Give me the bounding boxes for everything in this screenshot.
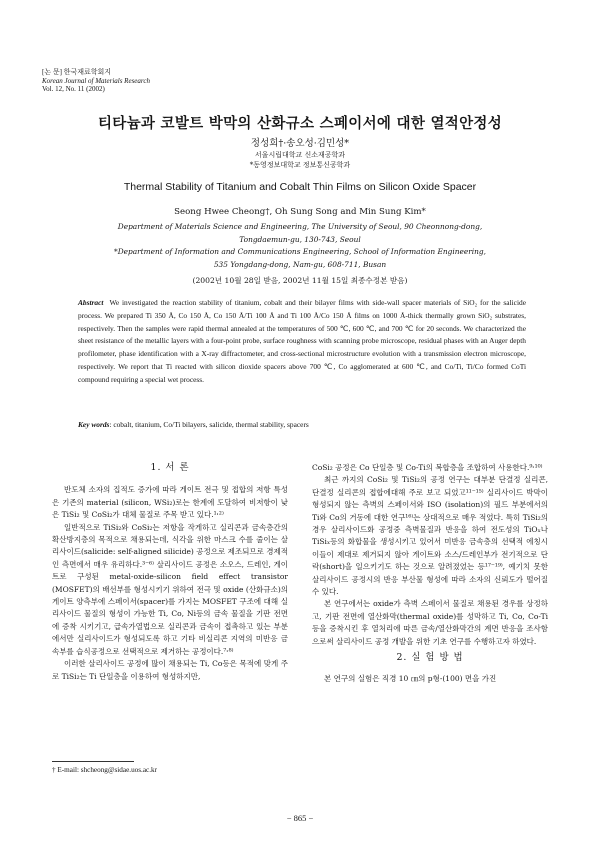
paragraph: 이러한 살리사이드 공정에 많이 채용되는 Ti, Co등은 목적에 맞게 주로 TiSi₂는 Ti 단일층을 이용하여 형성하지만, — [52, 659, 288, 681]
journal-header — [42, 68, 150, 94]
affiliation-en-1: Department of Materials Science and Engineering, The University of Seoul, 90 Cheonnong-dong, — [117, 222, 483, 231]
paragraph: 본 연구의 실험은 직경 10 ㎝의 p형-(100) 면을 가진 — [324, 673, 497, 683]
section-heading-intro: 1. 서 론 — [150, 462, 190, 473]
keywords — [78, 420, 538, 429]
keywords-text: : cobalt, titanium, Co/Ti bilayers, salicide, thermal stability, spacers — [109, 420, 309, 429]
title-korean: 티타늄과 코발트 박막의 산화규소 스페이서에 대한 열적안정성 — [97, 115, 503, 132]
paragraph: 최근 까지의 CoSi₂ 및 TiSi₂의 공정 연구는 대부분 단결정 실리콘, 단결정 실리콘의 접합에대해 주로 보고 되었고¹¹⁻¹⁵⁾ 실리사이드 박막이 형성되지 않는 측벽의 스페이서와 ISO (isolation)의 필드 부분에서의 Ti와 Co의 거동에 대한 연구¹⁶⁾는 상대적으로 매우 적었다. 특히 TiSi₂의 경우 살리사이드화 공정중 측벽물질과 반응을 하여 전도성의 TiOₓ나 TiSiₓ등의 화합물을 생성시키고 있어서 미반응 금속층의 선택적 에칭시 이들이 제대로 제거되지 않아 게이트와 소스/드레인부가 전기적으로 단락(short)을 일으키기도 하는 것으로 알려졌었는 등¹⁷⁻¹⁹⁾, 예기치 못한 살리사이드 공정시의 반응 부산물 형성에 따라 소자의 신뢰도가 떨어질 수 있다. — [312, 475, 548, 597]
paragraph: 일반적으로 TiSi₂와 CoSi₂는 저항을 작게하고 실리콘과 금속층간의 확산방지층의 목적으로 채용되는데, 식각을 위한 마스크 수를 줄이는 살리사이드(salicide: self-aligned silicide) 공정으로 제조되므로 경제적인 측면에서 매우 유리하다.³⁻⁶⁾ 살리사이드 공정은 소오스, 드레인, 게이트로 구성된 metal-oxide-silicon field effect transistor (MOSFET)의 배선부를 형성시키기 위하여 전극 및 oxide (산화규소)의 게이트 양측부에 스페이서(spacer)를 가지는 MOSFET 구조에 대해 실리사이드 물질의 형성이 가능한 Ti, Co, Ni등의 금속 물질을 기판 전면에 증착 시키기고, 급속가열법으로 실리콘과 금속이 접촉하고 있는 부분에서만 실리사이드가 형성되도록 하고 기타 비실리콘 지역의 미반응 금속부를 습식공정으로 선택적으로 제거하는 공정이다.⁷˒⁸⁾ — [52, 522, 288, 656]
keywords-label: Key words — [78, 420, 110, 429]
paragraph: CoSi₂ 공정은 Co 단일층 및 Co-Ti의 복합층을 조합하여 사용한다.⁹˒¹⁰⁾ — [312, 463, 543, 472]
right-column — [312, 462, 548, 685]
footnote-divider — [52, 761, 134, 762]
authors-english: Seong Hwee Cheong†, Oh Sung Song and Min Sung Kim* — [174, 207, 426, 217]
paragraph: 본 연구에서는 oxide가 측벽 스페이서 물질로 채용된 경우를 상정하고, 기판 전면에 열산화막(thermal oxide)를 성막하고 Ti, Co, Co-Ti 등을 증착시킨 후 열처리에 따른 금속/열산화막간의 계면 반응을 조사함으로써 살리사이드 공정 개발을 위한 기초 연구를 수행하고자 하였다. — [312, 599, 548, 646]
journal-volume: Vol. 12, No. 11 (2002) — [42, 85, 105, 94]
abstract — [78, 297, 526, 387]
footnote-email: † E-mail: shcheong@sidae.uos.ac.kr — [52, 766, 158, 774]
abstract-label: Abstract — [78, 298, 104, 307]
page-number: − 865 − — [286, 813, 314, 823]
section-heading-methods: 2. 실 험 방 법 — [396, 652, 464, 664]
abstract-text: We investigated the reaction stability of titanium, cobalt and their bilayer films with side-wall spacer materials of SiO₂ for the salicide process. We prepared Ti 350 Å, Co 150 Å, Co 150 Å/Ti 100 Å and Ti 100 Å/Co 150 Å films on 1000 Å-thick thermally grown SiO₂ substrates, respectively. Then the samples were rapid thermal annealed at the temperatures of 500 ℃, 600 ℃, and 700 ℃ for 20 seconds. We characterized the sheet resistance of the metallic layers with a four-point probe, surface roughness with scanning probe microscope, residual phases with an Auger depth profilometer, phase identification with a X-ray diffractometer, and cross-sectional microstructure evolution with a transmission electron microscope, respectively. We report that Ti reacted with silicon dioxide spacers above 700 ℃, Co agglomerated at 600 ℃, and Co/Ti, Ti/Co formed CoTi compound requiring a special wet process. — [78, 298, 526, 384]
affiliation-en-3: *Department of Information and Communications Engineering, School of Information Engineering, — [114, 247, 486, 257]
title-english: Thermal Stability of Titanium and Cobalt Thin Films on Silicon Oxide Spacer — [123, 181, 477, 193]
affiliations-korean — [40, 150, 560, 170]
affiliation-en-4: 535 Yongdang-dong, Nam-gu, 608-711, Busan — [213, 259, 387, 269]
affiliation-ko-2: *동영정보대학교 정보통신공학과 — [249, 161, 351, 169]
left-column — [52, 462, 288, 683]
journal-name-ko: [논 문] 한국재료학회지 — [42, 68, 112, 76]
affiliation-ko-1: 서울시립대학교 신소재공학과 — [254, 151, 346, 159]
journal-name-en: Korean Journal of Materials Research — [42, 76, 150, 85]
received-dates: (2002년 10월 28일 받음, 2002년 11월 15일 최종수정본 받음) — [192, 276, 408, 285]
authors-korean: 정성희†·송오성·김민성* — [250, 138, 350, 149]
affiliation-en-2: Tongdaemun-gu, 130-743, Seoul — [239, 234, 361, 244]
affiliations-english — [40, 221, 560, 271]
paragraph: 반도체 소자의 집적도 증가에 따라 게이트 전극 및 접합의 저항 특성은 기존의 material (silicon, WSi₂)로는 한계에 도달하여 비저항이 낮은 TiSi₂ 및 CoSi₂가 대체 물질로 주목 받고 있다.¹˒²⁾ — [52, 485, 288, 520]
